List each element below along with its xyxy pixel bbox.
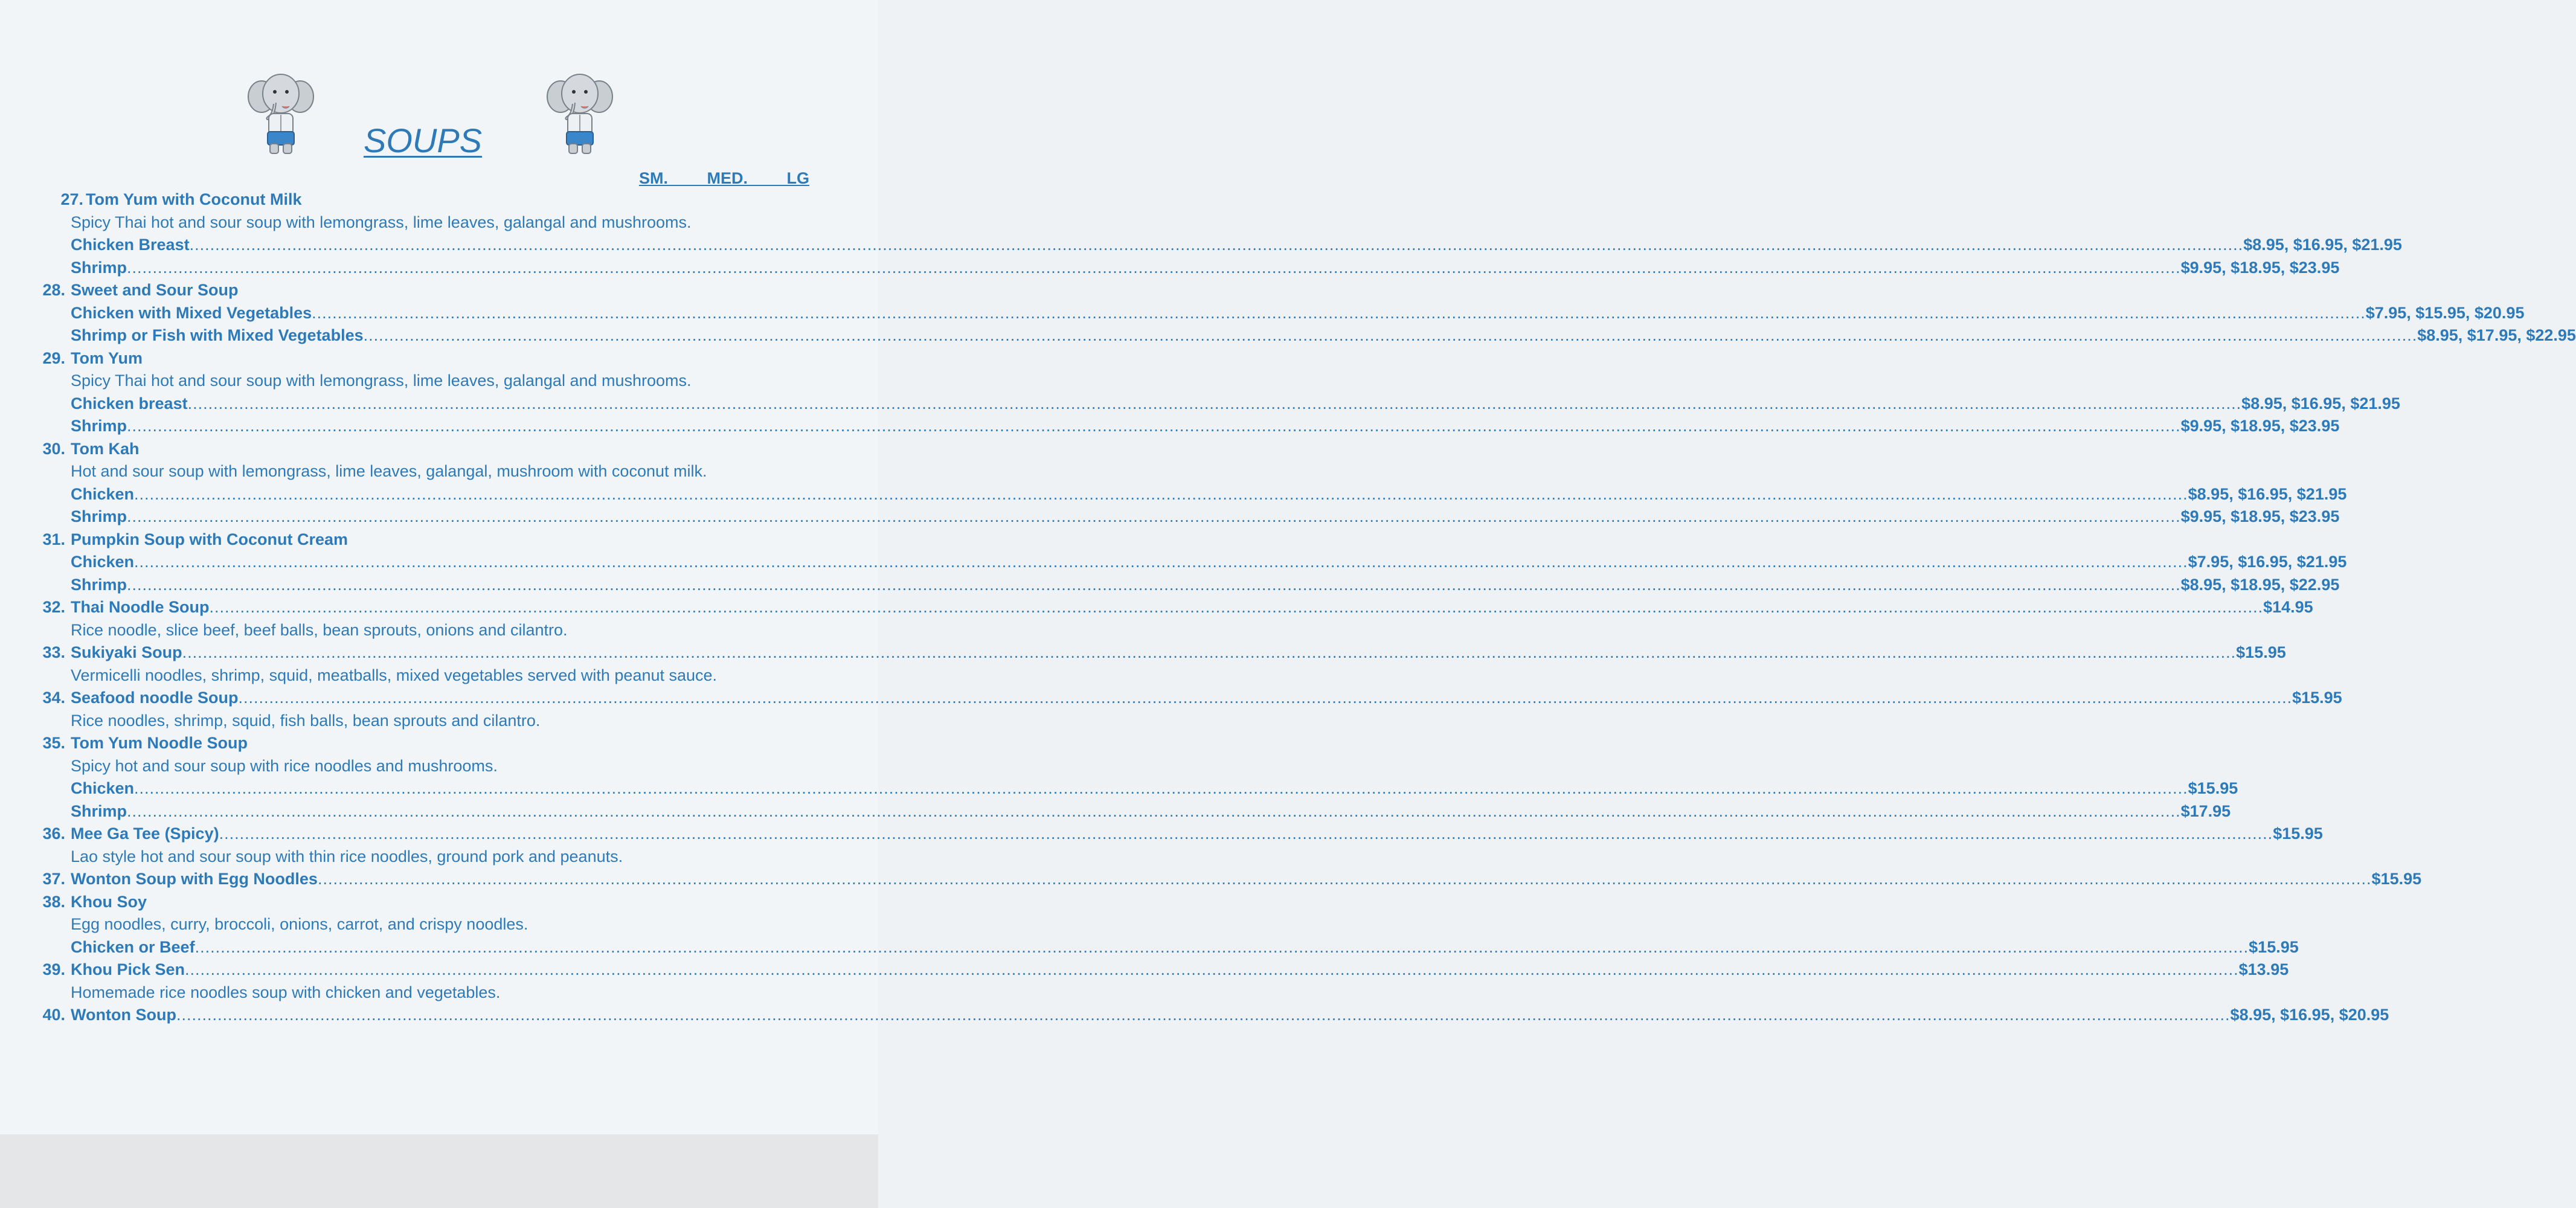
item-price: $15.95 [2292,689,2342,707]
dot-leader: ................................................................................................................................................................................................................................................................................................................................................................................................................ [134,553,2188,571]
item-name: Mee Ga Tee (Spicy) [71,824,219,843]
item-price: $15.95 [2273,824,2323,843]
item-name: Khou Pick Sen [71,960,185,978]
dot-leader: ................................................................................................................................................................................................................................................................................................................................................................................................................ [187,394,2242,413]
menu-item-heading [0,596,2313,619]
item-number: 36. [42,824,65,843]
menu-option-line [0,415,2340,438]
item-name: Sukiyaki Soup [71,643,182,661]
page-title: SOUPS [363,121,483,159]
dot-leader: ................................................................................................................................................................................................................................................................................................................................................................................................................ [312,303,2366,322]
menu-item-heading [0,641,2286,664]
item-leader-row [71,687,2342,710]
item-name: Tom Yum Noodle Soup [71,734,248,752]
option-price: $15.95 [2249,937,2299,956]
item-description: Rice noodles, shrimp, squid, fish balls, bean sprouts and cilantro. [71,711,541,730]
item-price: $14.95 [2263,598,2313,616]
option-price: $15.95 [2188,779,2238,797]
item-leader-row [71,959,2289,982]
option-label: Shrimp [71,258,127,277]
dot-leader: ................................................................................................................................................................................................................................................................................................................................................................................................................ [127,258,2181,277]
option-leader-row [71,393,2400,416]
item-description: Hot and sour soup with lemongrass, lime leaves, galangal, mushroom with coconut milk. [71,462,707,480]
option-price: $9.95, $18.95, $23.95 [2180,417,2340,435]
menu-item-heading [0,687,2342,710]
item-name: Tom Yum [71,349,143,367]
menu-option-line [0,302,2525,325]
option-label: Chicken Breast [71,236,190,254]
menu-option-line [0,777,2238,800]
option-price: $8.95, $17.95, $22.95 [2417,326,2576,344]
item-leader-row [71,596,2313,619]
menu-item-description-line [0,370,878,393]
dot-leader: ................................................................................................................................................................................................................................................................................................................................................................................................................ [134,779,2188,797]
item-number: 30. [42,439,65,458]
item-number: 38. [42,892,65,911]
item-name: Sweet and Sour Soup [71,281,239,299]
option-label: Shrimp [71,575,127,594]
item-number: 35. [42,734,65,752]
item-name: Wonton Soup [71,1006,176,1024]
option-price: $17.95 [2180,802,2231,820]
menu-item-description-line [0,460,878,483]
item-number: 40. [42,1006,65,1024]
option-label: Shrimp [71,802,127,820]
option-leader-row [71,506,2340,528]
item-price: $13.95 [2238,960,2289,978]
soup-menu-list [0,188,2576,1027]
item-number: 39. [42,960,65,978]
menu-option-line [0,257,2340,280]
dot-leader: ................................................................................................................................................................................................................................................................................................................................................................................................................ [182,643,2237,661]
item-name: Tom Kah [71,439,140,458]
item-number: 32. [42,598,65,616]
item-name: Wonton Soup with Egg Noodles [71,870,318,888]
option-label: Chicken or Beef [71,937,195,956]
option-leader-row [71,551,2347,574]
dot-leader: ................................................................................................................................................................................................................................................................................................................................................................................................................ [127,802,2181,820]
menu-item-description-line [0,619,878,642]
option-leader-row [71,777,2238,800]
menu-item-heading [0,1004,2389,1027]
option-price: $9.95, $18.95, $23.95 [2180,258,2340,277]
item-description: Rice noodle, slice beef, beef balls, bean sprouts, onions and cilantro. [71,620,568,639]
dot-leader: ................................................................................................................................................................................................................................................................................................................................................................................................................ [127,575,2181,594]
menu-item-heading [0,959,2289,982]
item-number: 34. [42,689,65,707]
menu-option-line [0,506,2340,528]
dot-leader: ................................................................................................................................................................................................................................................................................................................................................................................................................ [194,937,2249,956]
dot-leader: ................................................................................................................................................................................................................................................................................................................................................................................................................ [363,326,2418,344]
item-number: 31. [42,530,65,548]
menu-item-description-line [0,846,878,869]
option-price: $9.95, $18.95, $23.95 [2180,507,2340,525]
menu-option-line [0,936,2299,959]
item-name: Seafood noodle Soup [71,689,239,707]
item-number: 33. [42,643,65,661]
option-leader-row [71,257,2340,280]
option-price: $7.95, $15.95, $20.95 [2365,303,2525,322]
item-leader-row [71,823,2323,846]
option-leader-row [71,574,2340,597]
menu-option-line [0,800,2231,823]
item-leader-row [71,641,2286,664]
item-leader-row [71,1004,2389,1027]
option-leader-row [71,800,2231,823]
dot-leader: ................................................................................................................................................................................................................................................................................................................................................................................................................ [209,598,2264,616]
size-column-header: SM. MED. LG [639,169,810,187]
scan-margin [0,1134,878,1208]
menu-item-heading [0,279,878,302]
menu-option-line [0,574,2340,597]
item-name: Tom Yum with Coconut Milk [86,190,302,208]
option-leader-row [71,324,2576,347]
option-leader-row [71,483,2347,506]
menu-item-description-line [0,710,878,733]
menu-item-description-line [0,664,878,687]
dot-leader: ................................................................................................................................................................................................................................................................................................................................................................................................................ [317,870,2372,888]
menu-item-heading [0,823,2323,846]
option-label: Shrimp [71,417,127,435]
menu-option-line [0,551,2347,574]
menu-item-heading [0,868,2422,891]
menu-item-heading [0,188,878,211]
menu-item-heading [0,438,878,461]
item-leader-row [71,868,2422,891]
option-price: $8.95, $16.95, $21.95 [2243,236,2402,254]
item-number: 28. [42,281,65,299]
item-description: Lao style hot and sour soup with thin rice noodles, ground pork and peanuts. [71,847,623,866]
item-description: Egg noodles, curry, broccoli, onions, carrot, and crispy noodles. [71,915,528,933]
item-description: Vermicelli noodles, shrimp, squid, meatballs, mixed vegetables served with peanut sauce. [71,666,718,684]
option-price: $7.95, $16.95, $21.95 [2188,553,2347,571]
item-description: Spicy Thai hot and sour soup with lemongrass, lime leaves, galangal and mushrooms. [71,213,692,231]
menu-item-description-line [0,913,878,936]
option-price: $8.95, $18.95, $22.95 [2180,575,2340,594]
dot-leader: ................................................................................................................................................................................................................................................................................................................................................................................................................ [189,236,2244,254]
option-label: Shrimp [71,507,127,525]
option-label: Chicken breast [71,394,188,413]
dot-leader: ................................................................................................................................................................................................................................................................................................................................................................................................................ [238,689,2293,707]
menu-item-heading [0,347,878,370]
option-leader-row [71,936,2299,959]
menu-option-line [0,393,2400,416]
option-price: $8.95, $16.95, $21.95 [2241,394,2400,413]
item-price: $15.95 [2236,643,2286,661]
option-leader-row [71,234,2402,257]
menu-item-description-line [0,982,878,1004]
option-leader-row [71,302,2525,325]
item-price: $15.95 [2371,870,2422,888]
item-description: Spicy hot and sour soup with rice noodles and mushrooms. [71,756,498,775]
menu-option-line [0,324,2576,347]
menu-item-heading [0,891,878,914]
option-label: Shrimp or Fish with Mixed Vegetables [71,326,364,344]
option-price: $8.95, $16.95, $21.95 [2188,484,2347,503]
dot-leader: ................................................................................................................................................................................................................................................................................................................................................................................................................ [134,484,2188,503]
item-name: Thai Noodle Soup [71,598,210,616]
item-number: 27. [60,190,83,208]
menu-item-description-line [0,211,878,234]
menu-item-heading [0,732,878,755]
option-label: Chicken [71,484,135,503]
menu-item-heading [0,528,878,551]
item-name: Pumpkin Soup with Coconut Cream [71,530,348,548]
menu-option-line [0,483,2347,506]
option-label: Chicken [71,553,135,571]
dot-leader: ................................................................................................................................................................................................................................................................................................................................................................................................................ [176,1006,2231,1024]
option-label: Chicken with Mixed Vegetables [71,303,312,322]
option-leader-row [71,415,2340,438]
item-price: $8.95, $16.95, $20.95 [2230,1006,2389,1024]
item-number: 37. [42,870,65,888]
dot-leader: ................................................................................................................................................................................................................................................................................................................................................................................................................ [127,507,2181,525]
item-description: Homemade rice noodles soup with chicken and vegetables. [71,983,501,1001]
dot-leader: ................................................................................................................................................................................................................................................................................................................................................................................................................ [127,417,2181,435]
item-name: Khou Soy [71,892,147,911]
option-label: Chicken [71,779,135,797]
item-description: Spicy Thai hot and sour soup with lemongrass, lime leaves, galangal and mushrooms. [71,371,692,390]
dot-leader: ................................................................................................................................................................................................................................................................................................................................................................................................................ [185,960,2239,978]
dot-leader: ................................................................................................................................................................................................................................................................................................................................................................................................................ [219,824,2273,843]
menu-item-description-line [0,755,878,778]
item-number: 29. [42,349,65,367]
menu-option-line [0,234,2402,257]
